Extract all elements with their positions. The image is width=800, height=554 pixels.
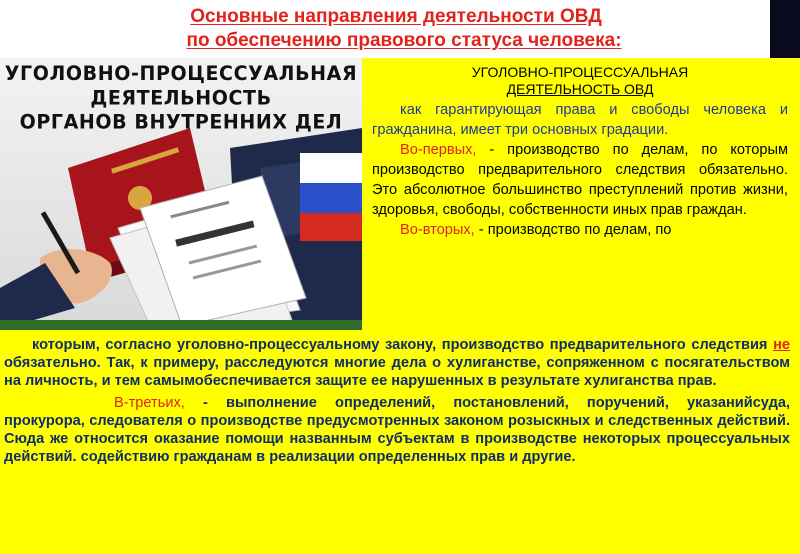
title-area bbox=[0, 0, 800, 58]
third-text: - выполнение определений, постановлений, поручений, указанийсуда, прокурора, следователя о производстве предусмотренных законом розыскных и следственных действий. Сюда же относится оказание помощи названным субъектам в производстве некоторых процессуальных действий. содействию гражданам в реализации определенных прав и другие. bbox=[4, 395, 790, 465]
second-gradation-continued bbox=[4, 336, 790, 390]
bottom-text-block bbox=[4, 336, 790, 466]
photo-caption-line-2: ДЕЯТЕЛЬНОСТЬ bbox=[90, 86, 272, 110]
not-emphasis: не bbox=[773, 337, 790, 353]
slide-title-line-2: по обеспечению правового статуса человека: bbox=[186, 30, 622, 51]
slide-title-line-1: Основные направления деятельности ОВД bbox=[190, 6, 602, 27]
section-heading-line-2: ДЕЯТЕЛЬНОСТЬ ОВД bbox=[506, 81, 654, 97]
photo-caption-line-1: УГОЛОВНО-ПРОЦЕССУАЛЬНАЯ bbox=[4, 62, 358, 86]
section-heading-line-1: УГОЛОВНО-ПРОЦЕССУАЛЬНАЯ bbox=[471, 64, 689, 80]
corner-decoration bbox=[770, 0, 800, 58]
photo-caption bbox=[0, 62, 362, 134]
illustration-photo bbox=[0, 58, 362, 330]
second-text: - производство по делам, по bbox=[474, 222, 672, 238]
photo-caption-line-3: ОРГАНОВ ВНУТРЕННИХ ДЕЛ bbox=[19, 110, 343, 134]
first-gradation-paragraph bbox=[372, 140, 788, 220]
second-label: Во-вторых, bbox=[400, 222, 475, 238]
second-continued-part-a: которым, согласно уголовно-процессуальному закону, производство предварительного следствия bbox=[32, 337, 774, 353]
right-text-column bbox=[372, 64, 788, 240]
first-text: - производство по делам, по которым производство предварительного следствия обязательно. Это абсолютное большинство преступлений против жизни, здоровья, свободы, собственности иных прав граждан. bbox=[372, 142, 788, 218]
second-continued-part-b: обязательно. Так, к примеру, расследуются многие дела о хулиганстве, сопряженном с посягательством на личность, и тем самымобеспечивается защите ее нарушенных в результате хулиганства прав. bbox=[4, 355, 790, 389]
third-label: В-третьих, bbox=[114, 395, 185, 411]
second-gradation-start bbox=[372, 220, 788, 240]
first-label: Во-первых, bbox=[400, 142, 477, 158]
third-gradation-paragraph bbox=[4, 394, 790, 466]
section-heading bbox=[372, 64, 788, 98]
intro-paragraph: как гарантирующая права и свободы человека и гражданина, имеет три основных градации. bbox=[372, 102, 788, 138]
